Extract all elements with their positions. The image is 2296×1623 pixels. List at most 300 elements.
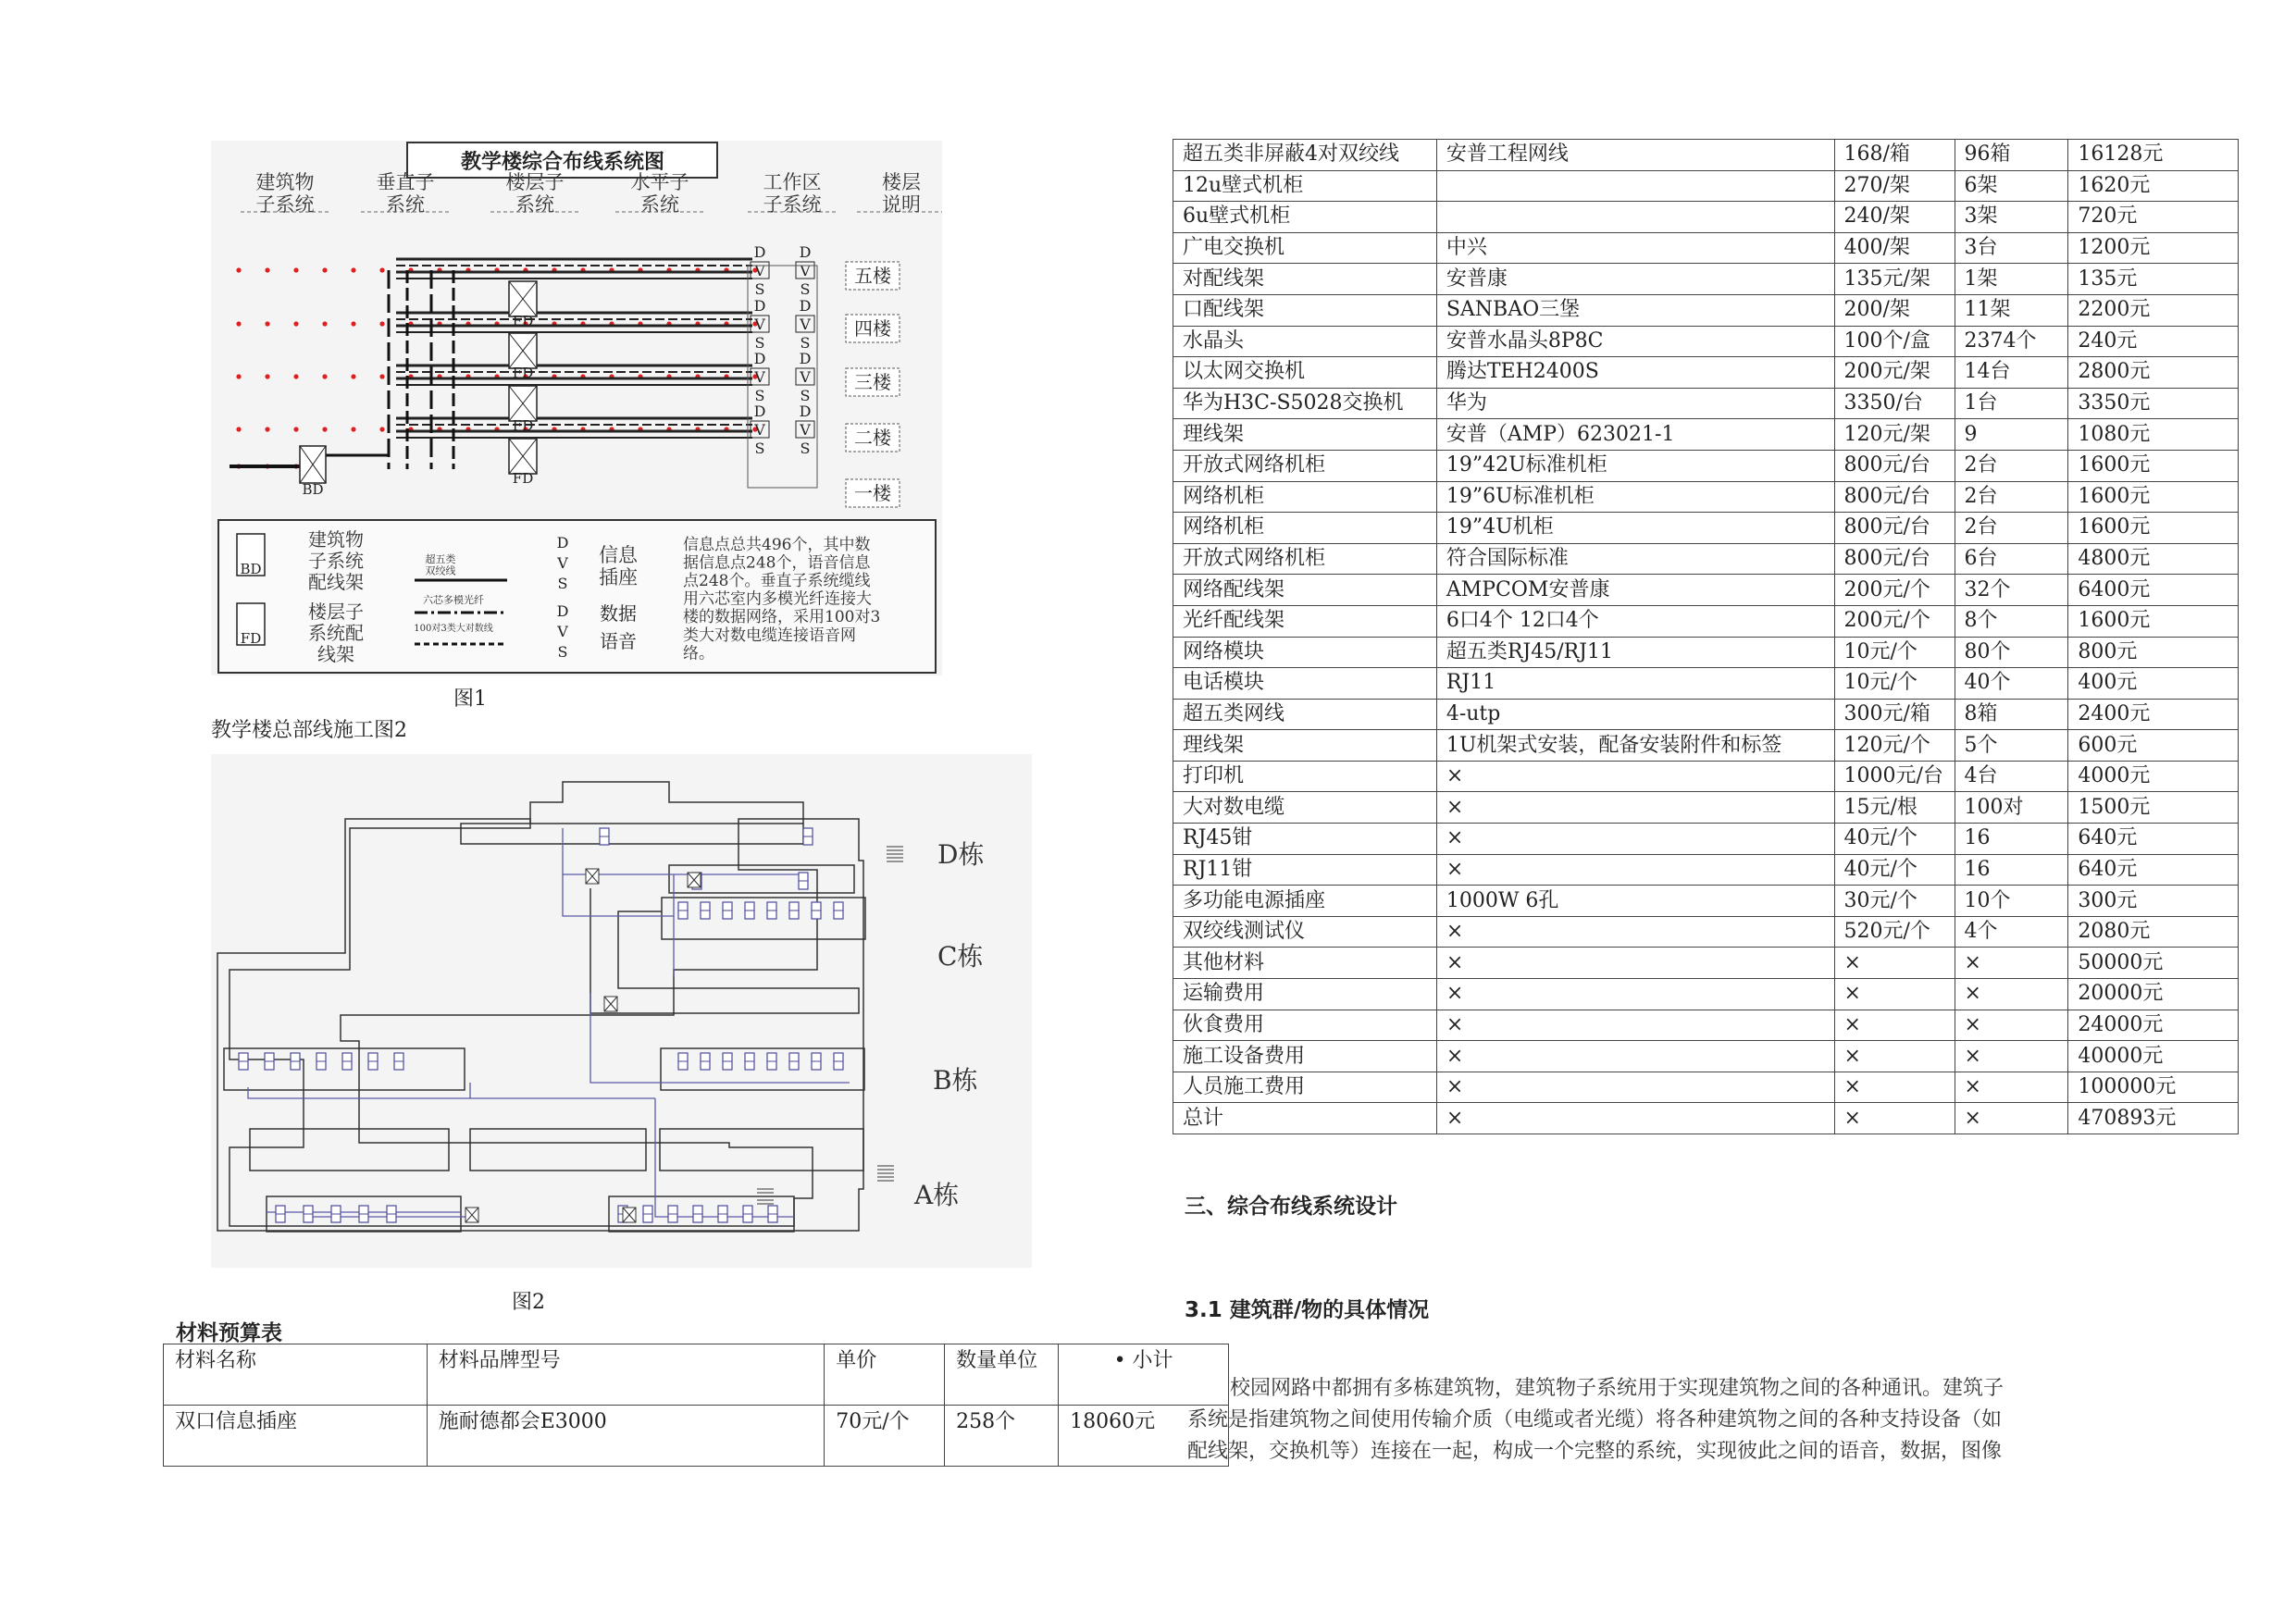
material-cell: 施耐德都会E3000 <box>427 1406 825 1467</box>
material-cell: 双口信息插座 <box>164 1406 428 1467</box>
budget-row <box>1173 1072 2239 1103</box>
legend-line1-label: 双绞线 <box>425 564 456 577</box>
budget-cell: 270/架 <box>1834 170 1955 202</box>
budget-cell: 200元/架 <box>1834 357 1955 389</box>
budget-row <box>1173 170 2239 202</box>
budget-cell: 口配线架 <box>1173 294 1437 326</box>
material-cell: 70元/个 <box>825 1406 945 1467</box>
budget-cell: 100000元 <box>2068 1072 2239 1103</box>
budget-cell: 打印机 <box>1173 761 1437 792</box>
budget-cell: 9 <box>1955 419 2068 451</box>
figure1-info-point <box>322 374 327 378</box>
figure1-column-header: 水平子 <box>630 171 689 193</box>
budget-cell: 640元 <box>2068 854 2239 886</box>
figure1-outlet-s: S <box>754 280 765 298</box>
figure1-column-header: 子系统 <box>763 193 822 217</box>
budget-cell: × <box>1436 1041 1834 1072</box>
material-table <box>163 1344 1229 1467</box>
figure2 <box>211 754 1032 1268</box>
budget-cell: × <box>1834 979 1955 1010</box>
budget-row <box>1173 481 2239 513</box>
figure1-outlet-s: S <box>754 334 765 352</box>
figure1-fd-label: FD <box>512 313 534 329</box>
budget-cell: 网络配线架 <box>1173 575 1437 606</box>
budget-row <box>1173 916 2239 948</box>
budget-cell: 6架 <box>1955 170 2068 202</box>
budget-cell: 520元/个 <box>1834 916 1955 948</box>
figure1-info-point <box>351 321 355 326</box>
budget-cell: × <box>1955 979 2068 1010</box>
budget-cell: 10个 <box>1955 886 2068 917</box>
budget-row <box>1173 388 2239 419</box>
block-d-top <box>530 782 803 824</box>
budget-cell: 2080元 <box>2068 916 2239 948</box>
budget-cell: 理线架 <box>1173 730 1437 762</box>
budget-cell: × <box>1436 1103 1834 1134</box>
budget-cell: 96箱 <box>1955 140 2068 171</box>
budget-cell: 300元 <box>2068 886 2239 917</box>
legend-bd-label: 建筑物 <box>308 528 364 551</box>
figure2-heading: 教学楼总部线施工图2 <box>211 719 407 742</box>
budget-cell: × <box>1436 854 1834 886</box>
budget-cell: 网络机柜 <box>1173 513 1437 544</box>
budget-cell: 1600元 <box>2068 450 2239 481</box>
budget-cell: 11架 <box>1955 294 2068 326</box>
budget-cell: × <box>1955 1010 2068 1041</box>
figure1-column-header: 垂直子 <box>376 171 435 193</box>
budget-cell: 200/架 <box>1834 294 1955 326</box>
legend-outlet-v: V <box>557 623 568 640</box>
budget-cell: 10元/个 <box>1834 668 1955 700</box>
budget-cell: 6口4个 12口4个 <box>1436 605 1834 637</box>
budget-row <box>1173 1103 2239 1134</box>
figure1-outlet-d: D <box>753 350 766 367</box>
budget-cell: 4台 <box>1955 761 2068 792</box>
budget-cell: 3架 <box>1955 202 2068 233</box>
budget-cell: 安普康 <box>1436 264 1834 295</box>
figure1-info-point <box>351 267 355 272</box>
figure1-info-point <box>322 427 327 431</box>
budget-cell: × <box>1436 1010 1834 1041</box>
budget-cell: × <box>1834 948 1955 979</box>
budget-cell: 广电交换机 <box>1173 232 1437 264</box>
figure1-info-point <box>379 321 384 326</box>
figure1-info-point <box>293 374 298 378</box>
building-label: A栋 <box>914 1180 960 1210</box>
budget-cell: 1U机架式安装，配备安装附件和标签 <box>1436 730 1834 762</box>
budget-cell: × <box>1955 948 2068 979</box>
budget-cell: × <box>1955 1103 2068 1134</box>
budget-cell: 2台 <box>1955 513 2068 544</box>
figure1-outlet-d: D <box>753 297 766 315</box>
budget-cell: RJ11钳 <box>1173 854 1437 886</box>
budget-cell: × <box>1436 1072 1834 1103</box>
figure1-diagram <box>211 141 942 675</box>
figure1-info-point <box>351 427 355 431</box>
legend-outlet-d: D <box>556 534 569 551</box>
figure1-fd-label: FD <box>512 417 534 434</box>
budget-cell: 理线架 <box>1173 419 1437 451</box>
budget-cell: 135元/架 <box>1834 264 1955 295</box>
budget-row <box>1173 357 2239 389</box>
figure1-outlet-d: D <box>799 403 812 420</box>
budget-cell: 120元/架 <box>1834 419 1955 451</box>
budget-cell: 720元 <box>2068 202 2239 233</box>
budget-cell: 400元 <box>2068 668 2239 700</box>
legend-note: 类大对数电缆连接语音网 <box>683 626 856 645</box>
budget-cell: 100对 <box>1955 792 2068 824</box>
budget-cell: 19”42U标准机柜 <box>1436 450 1834 481</box>
figure1-outlet-v: V <box>754 421 765 439</box>
budget-cell: SANBAO三堡 <box>1436 294 1834 326</box>
budget-row <box>1173 979 2239 1010</box>
budget-cell: 240元 <box>2068 326 2239 357</box>
budget-cell: 超五类RJ45/RJ11 <box>1436 637 1834 668</box>
figure1-bd-label: BD <box>302 481 324 498</box>
material-table-title: 材料预算表 <box>176 1321 282 1345</box>
figure1-column-header: 楼层 <box>882 171 921 193</box>
budget-cell: 总计 <box>1173 1103 1437 1134</box>
building-label: D栋 <box>937 839 985 870</box>
budget-cell: 24000元 <box>2068 1010 2239 1041</box>
figure1-floor-label: 二楼 <box>854 427 891 449</box>
budget-cell: × <box>1436 824 1834 855</box>
budget-cell: 800元/台 <box>1834 450 1955 481</box>
budget-row <box>1173 513 2239 544</box>
budget-cell: 2台 <box>1955 481 2068 513</box>
budget-row <box>1173 730 2239 762</box>
budget-row <box>1173 202 2239 233</box>
material-row <box>164 1406 1229 1467</box>
figure1-info-point <box>351 374 355 378</box>
figure1-info-point <box>236 374 241 378</box>
budget-cell: 2200元 <box>2068 294 2239 326</box>
figure1-info-point <box>265 267 269 272</box>
figure1-column-header: 楼层子 <box>505 171 565 193</box>
budget-cell: 640元 <box>2068 824 2239 855</box>
legend-note: 用六芯室内多模光纤连接大 <box>683 589 872 609</box>
figure1-outlet-d: D <box>799 243 812 261</box>
budget-cell: 3350/台 <box>1834 388 1955 419</box>
figure1-info-point <box>322 267 327 272</box>
figure1-outlet-v: V <box>800 368 811 386</box>
figure1-info-point <box>293 427 298 431</box>
budget-cell: 40000元 <box>2068 1041 2239 1072</box>
legend-fd-text: FD <box>240 630 262 647</box>
budget-cell: 300元/箱 <box>1834 699 1955 730</box>
budget-cell: 网络模块 <box>1173 637 1437 668</box>
budget-cell: 1台 <box>1955 388 2068 419</box>
figure1-outlet-s: S <box>754 440 765 457</box>
budget-cell: 开放式网络机柜 <box>1173 450 1437 481</box>
budget-cell: × <box>1436 761 1834 792</box>
building-outline <box>217 819 863 1231</box>
material-header-price: 单价 <box>825 1344 945 1406</box>
material-header-name: 材料名称 <box>164 1344 428 1406</box>
budget-row <box>1173 232 2239 264</box>
budget-cell: 1620元 <box>2068 170 2239 202</box>
budget-row <box>1173 543 2239 575</box>
budget-cell: 19”6U标准机柜 <box>1436 481 1834 513</box>
figure1-floor-label: 五楼 <box>854 265 891 287</box>
budget-cell: 2台 <box>1955 450 2068 481</box>
budget-row <box>1173 419 2239 451</box>
figure1-info-point <box>379 267 384 272</box>
budget-cell: 运输费用 <box>1173 979 1437 1010</box>
legend-note: 信息点总共496个，其中数 <box>683 536 871 554</box>
figure1-info-point <box>236 427 241 431</box>
budget-row <box>1173 575 2239 606</box>
figure1-info-point <box>265 321 269 326</box>
budget-cell <box>1436 202 1834 233</box>
section3-paragraph <box>1187 1373 2113 1468</box>
budget-cell: 240/架 <box>1834 202 1955 233</box>
budget-cell: 6台 <box>1955 543 2068 575</box>
figure2-caption: 图2 <box>512 1291 545 1314</box>
budget-cell: 200元/个 <box>1834 575 1955 606</box>
material-header-subtotal: • 小计 <box>1059 1344 1229 1406</box>
budget-cell: 腾达TEH2400S <box>1436 357 1834 389</box>
paragraph-line: 校园网路中都拥有多栋建筑物，建筑物子系统用于实现建筑物之间的各种通讯。建筑子 <box>1230 1377 2004 1400</box>
budget-cell: 6400元 <box>2068 575 2239 606</box>
legend-data-label: 数据 <box>600 602 637 625</box>
budget-cell: 50000元 <box>2068 948 2239 979</box>
budget-row <box>1173 854 2239 886</box>
figure2-floorplan <box>211 754 1032 1268</box>
legend-outlet-v: V <box>557 554 568 572</box>
building-label: C栋 <box>937 941 984 972</box>
budget-cell: 1080元 <box>2068 419 2239 451</box>
budget-cell: 对配线架 <box>1173 264 1437 295</box>
legend-fd-label: 楼层子 <box>308 601 364 623</box>
figure1-info-point <box>293 267 298 272</box>
section3-subheading: 3.1 建筑群/物的具体情况 <box>1185 1298 1430 1322</box>
paragraph-line: 配线架，交换机等）连接在一起，构成一个完整的系统，实现彼此之间的语音，数据，图像 <box>1187 1440 2003 1463</box>
budget-cell: 超五类网线 <box>1173 699 1437 730</box>
budget-cell: 1000元/台 <box>1834 761 1955 792</box>
figure1-floor-label: 一楼 <box>854 482 891 504</box>
figure1-outlet-s: S <box>754 387 765 404</box>
block-b-hall-2 <box>470 1129 646 1171</box>
budget-cell: 华为 <box>1436 388 1834 419</box>
legend-note: 点248个。垂直子系统缆线 <box>683 572 871 591</box>
budget-cell: 开放式网络机柜 <box>1173 543 1437 575</box>
budget-cell: 多功能电源插座 <box>1173 886 1437 917</box>
section3-heading: 三、综合布线系统设计 <box>1185 1195 1397 1219</box>
budget-cell: 安普（AMP）623021-1 <box>1436 419 1834 451</box>
figure1-info-point <box>236 267 241 272</box>
budget-cell: 3350元 <box>2068 388 2239 419</box>
budget-cell: 8箱 <box>1955 699 2068 730</box>
budget-cell: 1200元 <box>2068 232 2239 264</box>
budget-cell: 大对数电缆 <box>1173 792 1437 824</box>
budget-cell: 470893元 <box>2068 1103 2239 1134</box>
budget-cell: 人员施工费用 <box>1173 1072 1437 1103</box>
budget-cell: 200元/个 <box>1834 605 1955 637</box>
budget-cell: 超五类非屏蔽4对双绞线 <box>1173 140 1437 171</box>
legend-note: 络。 <box>683 644 714 663</box>
legend-line2-label: 六芯多模光纤 <box>423 594 484 606</box>
budget-cell: 600元 <box>2068 730 2239 762</box>
figure1-info-point <box>265 374 269 378</box>
budget-cell: × <box>1955 1041 2068 1072</box>
figure1-floor-label: 四楼 <box>854 317 891 340</box>
budget-cell: 32个 <box>1955 575 2068 606</box>
legend-line3-label: 100对3类大对数线 <box>414 624 493 634</box>
budget-cell: 400/架 <box>1834 232 1955 264</box>
material-header-row <box>164 1344 1229 1406</box>
budget-row <box>1173 792 2239 824</box>
budget-cell <box>1436 170 1834 202</box>
budget-cell: 4800元 <box>2068 543 2239 575</box>
budget-row <box>1173 886 2239 917</box>
budget-row <box>1173 699 2239 730</box>
budget-cell: × <box>1436 979 1834 1010</box>
budget-cell: 80个 <box>1955 637 2068 668</box>
budget-cell: 安普工程网线 <box>1436 140 1834 171</box>
legend-outlet-s: S <box>557 575 568 592</box>
figure1-column-header: 子系统 <box>255 193 315 217</box>
budget-row <box>1173 637 2239 668</box>
legend-voice-label: 语音 <box>600 630 637 652</box>
budget-cell: × <box>1436 948 1834 979</box>
material-cell: 18060元 <box>1059 1406 1229 1467</box>
budget-row <box>1173 450 2239 481</box>
budget-cell: 4000元 <box>2068 761 2239 792</box>
budget-cell: 800元 <box>2068 637 2239 668</box>
budget-cell: 16 <box>1955 824 2068 855</box>
budget-cell: 14台 <box>1955 357 2068 389</box>
budget-cell: 水晶头 <box>1173 326 1437 357</box>
figure1-outlet-v: V <box>754 368 765 386</box>
legend-dvs-label: 插座 <box>599 566 638 589</box>
figure1-fd-label: FD <box>512 470 534 487</box>
figure1-column-header: 系统 <box>640 193 679 217</box>
budget-cell: RJ45钳 <box>1173 824 1437 855</box>
budget-cell: 2400元 <box>2068 699 2239 730</box>
legend-fd-label: 线架 <box>317 643 354 665</box>
budget-cell: 16 <box>1955 854 2068 886</box>
material-header-brand: 材料品牌型号 <box>427 1344 825 1406</box>
figure1-outlet-d: D <box>799 350 812 367</box>
budget-cell: 168/箱 <box>1834 140 1955 171</box>
budget-cell: 华为H3C-S5028交换机 <box>1173 388 1437 419</box>
budget-cell: RJ11 <box>1436 668 1834 700</box>
budget-cell: 30元/个 <box>1834 886 1955 917</box>
figure1-outlet-s: S <box>800 440 811 457</box>
figure1-outlet-s: S <box>800 280 811 298</box>
budget-cell: 120元/个 <box>1834 730 1955 762</box>
figure1-info-point <box>379 427 384 431</box>
budget-cell: 1500元 <box>2068 792 2239 824</box>
budget-table <box>1173 139 2239 1134</box>
legend-bd-label: 配线架 <box>308 571 364 593</box>
figure1-outlet-v: V <box>800 262 811 279</box>
budget-cell: AMPCOM安普康 <box>1436 575 1834 606</box>
building-label: B栋 <box>933 1065 978 1096</box>
budget-cell: 1000W 6孔 <box>1436 886 1834 917</box>
budget-cell: 光纤配线架 <box>1173 605 1437 637</box>
budget-cell: 20000元 <box>2068 979 2239 1010</box>
budget-cell: × <box>1834 1072 1955 1103</box>
budget-cell: 4-utp <box>1436 699 1834 730</box>
legend-note: 楼的数据网络，采用100对3 <box>683 608 881 627</box>
figure1-outlet-v: V <box>800 421 811 439</box>
legend-outlet-d: D <box>556 602 569 620</box>
budget-cell: 40元/个 <box>1834 854 1955 886</box>
figure1-title: 教学楼综合布线系统图 <box>460 150 665 174</box>
budget-cell: 符合国际标准 <box>1436 543 1834 575</box>
budget-cell: 以太网交换机 <box>1173 357 1437 389</box>
budget-cell: 2374个 <box>1955 326 2068 357</box>
legend-dvs-label: 信息 <box>599 544 638 566</box>
budget-row <box>1173 948 2239 979</box>
budget-cell: 135元 <box>2068 264 2239 295</box>
budget-row <box>1173 1041 2239 1072</box>
budget-cell: 8个 <box>1955 605 2068 637</box>
budget-cell: 电话模块 <box>1173 668 1437 700</box>
budget-row <box>1173 326 2239 357</box>
budget-cell: × <box>1834 1010 1955 1041</box>
budget-cell: 其他材料 <box>1173 948 1437 979</box>
block-b-hall-3 <box>660 1129 863 1171</box>
figure1-outlet-d: D <box>753 243 766 261</box>
legend-fd-label: 系统配 <box>308 622 364 644</box>
budget-cell: 1600元 <box>2068 513 2239 544</box>
budget-cell: 安普水晶头8P8C <box>1436 326 1834 357</box>
budget-row <box>1173 761 2239 792</box>
figure1-info-point <box>322 321 327 326</box>
budget-cell: × <box>1955 1072 2068 1103</box>
figure1 <box>211 141 942 675</box>
block-b-hall-1 <box>250 1129 449 1171</box>
budget-cell: 1600元 <box>2068 605 2239 637</box>
figure1-info-point <box>379 374 384 378</box>
budget-cell: 双绞线测试仪 <box>1173 916 1437 948</box>
figure1-outlet-v: V <box>800 316 811 333</box>
figure1-fd-label: FD <box>512 365 534 381</box>
legend-note: 据信息点248个，语音信息 <box>683 553 871 573</box>
budget-cell: 3台 <box>1955 232 2068 264</box>
figure1-outlet-s: S <box>800 334 811 352</box>
budget-row <box>1173 140 2239 171</box>
budget-cell: 12u壁式机柜 <box>1173 170 1437 202</box>
budget-cell: 40个 <box>1955 668 2068 700</box>
budget-row <box>1173 824 2239 855</box>
budget-cell: 800元/台 <box>1834 513 1955 544</box>
budget-cell: 40元/个 <box>1834 824 1955 855</box>
budget-cell: × <box>1436 792 1834 824</box>
budget-row <box>1173 1010 2239 1041</box>
budget-row <box>1173 264 2239 295</box>
budget-row <box>1173 668 2239 700</box>
figure1-column-header: 工作区 <box>763 171 822 193</box>
legend-bd-label: 子系统 <box>308 550 364 572</box>
legend-bd-text: BD <box>240 561 262 577</box>
figure1-caption: 图1 <box>453 688 487 711</box>
figure1-info-point <box>236 321 241 326</box>
budget-cell: 1600元 <box>2068 481 2239 513</box>
figure1-floor-label: 三楼 <box>854 371 891 393</box>
figure1-outlet-d: D <box>753 403 766 420</box>
figure1-column-header: 建筑物 <box>255 171 315 193</box>
budget-cell: × <box>1834 1041 1955 1072</box>
budget-cell: × <box>1436 916 1834 948</box>
budget-row <box>1173 294 2239 326</box>
figure1-outlet-s: S <box>800 387 811 404</box>
budget-cell: 5个 <box>1955 730 2068 762</box>
budget-cell: 16128元 <box>2068 140 2239 171</box>
